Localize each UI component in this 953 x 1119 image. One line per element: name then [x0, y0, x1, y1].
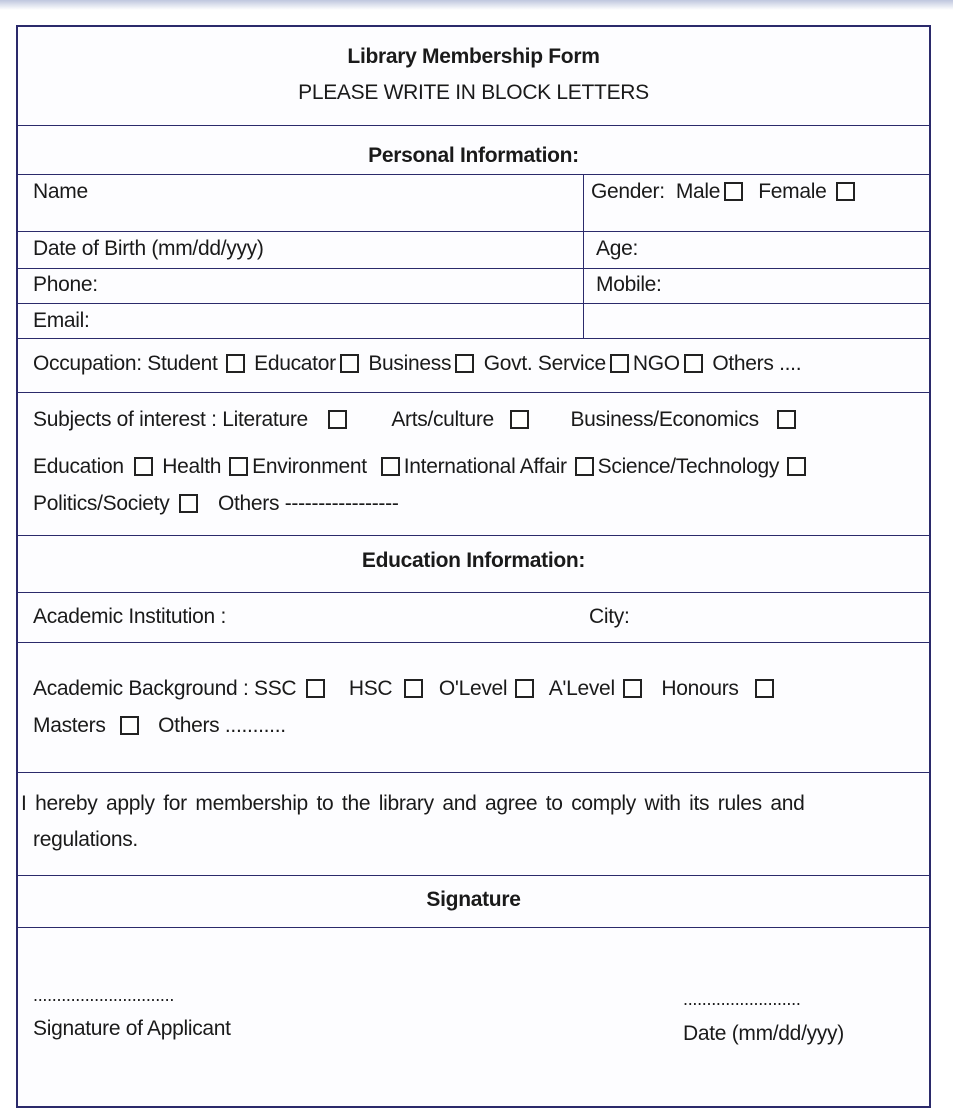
gender-male-label: Male	[675, 180, 721, 203]
divider	[18, 875, 929, 876]
subjects-row-1	[33, 408, 800, 432]
gender-field	[591, 180, 859, 204]
subject-international-label: International Affair	[403, 455, 567, 478]
gender-male-checkbox[interactable]	[724, 182, 743, 201]
membership-form	[16, 25, 931, 1108]
subject-health-label: Health	[162, 455, 222, 478]
gender-label: Gender:	[591, 180, 665, 203]
academic-background-row-2	[33, 714, 286, 738]
divider	[18, 642, 929, 643]
divider	[18, 303, 929, 304]
occupation-educator-checkbox[interactable]	[340, 354, 359, 373]
occupation-row	[33, 352, 801, 376]
subject-education-checkbox[interactable]	[134, 457, 153, 476]
occupation-govt-label: Govt. Service	[483, 352, 606, 375]
background-alevel-checkbox[interactable]	[623, 679, 642, 698]
column-divider	[583, 174, 584, 338]
subject-science-label: Science/Technology	[597, 455, 780, 478]
form-title: Library Membership Form	[347, 45, 600, 68]
date-label: Date (mm/dd/yyy)	[683, 1022, 844, 1045]
background-olevel-checkbox[interactable]	[515, 679, 534, 698]
declaration-line-1: I hereby apply for membership to the library and agree to comply with its rules and	[21, 792, 805, 815]
academic-background-row-1	[33, 677, 778, 701]
divider	[18, 927, 929, 928]
occupation-educator-label: Educator	[254, 352, 336, 375]
occupation-ngo-label: NGO	[632, 352, 680, 375]
mobile-label: Mobile:	[596, 273, 662, 296]
dob-label: Date of Birth (mm/dd/yyy)	[33, 237, 264, 260]
form-subtitle: PLEASE WRITE IN BLOCK LETTERS	[298, 81, 649, 104]
gender-female-label: Female	[758, 180, 827, 203]
subject-arts-label: Arts/culture	[391, 408, 494, 431]
name-label: Name	[33, 180, 88, 203]
divider	[18, 535, 929, 536]
background-alevel-label: A'Level	[548, 677, 615, 700]
subject-others-label: Others -----------------	[217, 492, 399, 515]
education-info-heading: Education Information:	[361, 549, 586, 572]
background-honours-checkbox[interactable]	[755, 679, 774, 698]
divider	[18, 125, 929, 126]
divider	[18, 592, 929, 593]
declaration-line-2: regulations.	[33, 828, 138, 851]
background-honours-label: Honours	[661, 677, 739, 700]
subject-politics-checkbox[interactable]	[179, 494, 198, 513]
background-masters-checkbox[interactable]	[120, 716, 139, 735]
occupation-others-label: Others ....	[712, 352, 802, 375]
top-decorative-strip	[0, 0, 953, 10]
occupation-ngo-checkbox[interactable]	[684, 354, 703, 373]
city-label: City:	[589, 605, 630, 628]
subject-environment-label: Environment	[252, 455, 367, 478]
subject-education-label: Education	[33, 455, 124, 478]
applicant-signature-line: ..............................	[33, 985, 175, 1005]
academic-background-label: Academic Background : SSC	[33, 677, 297, 700]
divider	[18, 268, 929, 269]
subjects-row-2	[33, 455, 810, 479]
signature-heading: Signature	[426, 888, 521, 911]
subjects-row-3	[33, 492, 399, 516]
subjects-label: Subjects of interest : Literature	[33, 408, 308, 431]
phone-label: Phone:	[33, 273, 98, 296]
background-olevel-label: O'Level	[438, 677, 508, 700]
background-ssc-checkbox[interactable]	[306, 679, 325, 698]
occupation-govt-checkbox[interactable]	[610, 354, 629, 373]
subject-business-checkbox[interactable]	[777, 410, 796, 429]
background-hsc-checkbox[interactable]	[404, 679, 423, 698]
subject-politics-label: Politics/Society	[33, 492, 170, 515]
background-hsc-label: HSC	[348, 677, 393, 700]
occupation-student-checkbox[interactable]	[226, 354, 245, 373]
subject-literature-checkbox[interactable]	[328, 410, 347, 429]
divider	[18, 231, 929, 232]
subject-arts-checkbox[interactable]	[510, 410, 529, 429]
background-others-label: Others ...........	[158, 714, 286, 737]
institution-label: Academic Institution :	[33, 605, 226, 628]
age-label: Age:	[596, 237, 638, 260]
divider	[18, 772, 929, 773]
subject-business-label: Business/Economics	[570, 408, 759, 431]
subject-international-checkbox[interactable]	[575, 457, 594, 476]
occupation-business-checkbox[interactable]	[455, 354, 474, 373]
occupation-label: Occupation: Student	[33, 352, 218, 375]
gender-female-checkbox[interactable]	[836, 182, 855, 201]
subject-health-checkbox[interactable]	[229, 457, 248, 476]
subject-environment-checkbox[interactable]	[381, 457, 400, 476]
occupation-business-label: Business	[368, 352, 452, 375]
date-line: .........................	[683, 989, 801, 1009]
divider	[18, 338, 929, 339]
applicant-signature-label: Signature of Applicant	[33, 1017, 231, 1040]
subject-science-checkbox[interactable]	[787, 457, 806, 476]
background-masters-label: Masters	[33, 714, 106, 737]
personal-info-heading: Personal Information:	[368, 144, 579, 167]
divider	[18, 174, 929, 175]
divider	[18, 392, 929, 393]
email-label: Email:	[33, 309, 90, 332]
